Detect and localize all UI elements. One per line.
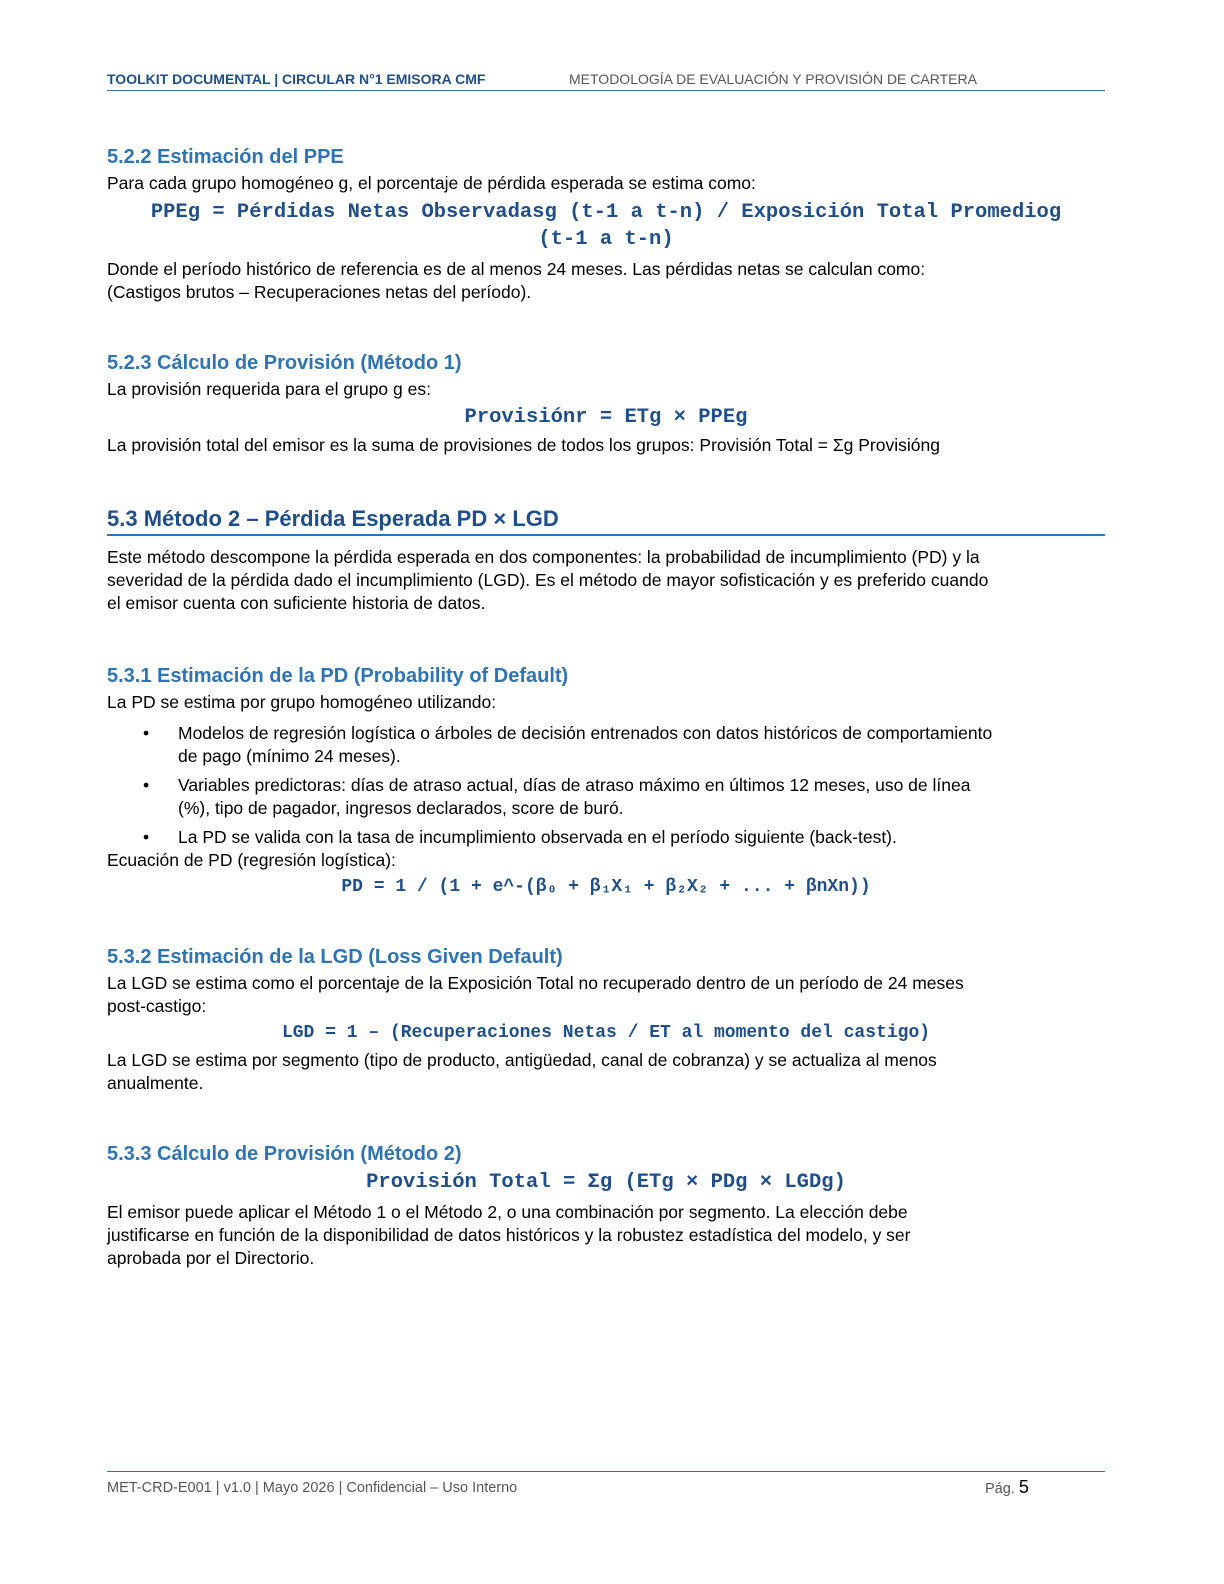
pd-methods-list (107, 722, 1105, 849)
paragraph-5-3-line1: Este método descompone la pérdida esperada en dos componentes: la probabilidad de incumplimiento (PD) y la (107, 547, 980, 567)
paragraph-5-2-2-body-line2: (Castigos brutos – Recuperaciones netas del período). (107, 282, 532, 302)
page-footer (107, 1471, 1105, 1497)
paragraph-pd-equation-label: Ecuación de PD (regresión logística): (107, 850, 396, 870)
page-header (107, 70, 1105, 91)
paragraph-5-3-2-body-line1: La LGD se estima por segmento (tipo de producto, antigüedad, canal de cobranza) y se actualiza al menos (107, 1050, 937, 1070)
list-item-text-line1: Variables predictoras: días de atraso actual, días de atraso máximo en últimos 12 meses, uso de línea (178, 775, 971, 795)
paragraph-5-3-3-body-line1: El emisor puede aplicar el Método 1 o el Método 2, o una combinación por segmento. La elección debe (107, 1202, 908, 1222)
list-item (107, 774, 1105, 820)
paragraph-5-2-3-intro: La provisión requerida para el grupo g es: (107, 379, 431, 399)
paragraph-5-2-2-body-line1: Donde el período histórico de referencia es de al menos 24 meses. Las pérdidas netas se calculan como: (107, 259, 926, 279)
formula-ppe-line2: (t-1 a t-n) (538, 228, 674, 251)
paragraph-5-3-2-body-line2: anualmente. (107, 1073, 204, 1093)
footer-page-number: 5 (1018, 1477, 1029, 1497)
paragraph-5-3-3-body-line3: aprobada por el Directorio. (107, 1248, 315, 1268)
bullet-marker: • (143, 775, 150, 795)
header-doc-title: TOOLKIT DOCUMENTAL | CIRCULAR N°1 EMISORA CMF (107, 71, 486, 87)
list-item-text-line1: Modelos de regresión logística o árboles de decisión entrenados con datos históricos de comportamiento (178, 723, 993, 743)
formula-ppe-line1: PPEg = Pérdidas Netas Observadasg (t-1 a t-n) / Exposición Total Promediog (150, 201, 1062, 224)
footer-page-indicator (985, 1477, 1029, 1498)
heading-5-3-2: 5.3.2 Estimación de la LGD (Loss Given Default) (107, 946, 563, 968)
paragraph-5-3-line2: severidad de la pérdida dado el incumplimiento (LGD). Es el método de mayor sofisticación y es preferido cuando (107, 570, 989, 590)
formula-provision-metodo2: Provisión Total = Σg (ETg × PDg × LGDg) (366, 1171, 846, 1194)
paragraph-5-3-2-intro-line1: La LGD se estima como el porcentaje de la Exposición Total no recuperado dentro de un período de 24 meses (107, 973, 964, 993)
formula-pd: PD = 1 / (1 + e^-(β₀ + β₁X₁ + β₂X₂ + ... + βnXn)) (341, 877, 871, 897)
list-item-text-line2: de pago (mínimo 24 meses). (178, 746, 401, 766)
header-section-title: METODOLOGÍA DE EVALUACIÓN Y PROVISIÓN DE CARTERA (569, 71, 977, 87)
paragraph-5-2-2-intro: Para cada grupo homogéneo g, el porcentaje de pérdida esperada se estima como: (107, 173, 756, 193)
heading-5-3-1: 5.3.1 Estimación de la PD (Probability of Default) (107, 665, 569, 687)
list-item-text-line2: (%), tipo de pagador, ingresos declarados, score de buró. (178, 798, 624, 818)
list-item (107, 722, 1105, 768)
bullet-marker: • (143, 827, 150, 847)
heading-5-2-3: 5.2.3 Cálculo de Provisión (Método 1) (107, 352, 462, 374)
heading-5-3-3: 5.3.3 Cálculo de Provisión (Método 2) (107, 1143, 462, 1165)
formula-provision-metodo1: Provisiónr = ETg × PPEg (464, 406, 748, 429)
footer-doc-info: MET-CRD-E001 | v1.0 | Mayo 2026 | Confidencial – Uso Interno (107, 1480, 518, 1496)
formula-lgd: LGD = 1 – (Recuperaciones Netas / ET al momento del castigo) (281, 1023, 931, 1043)
footer-page-label: Pág. (985, 1481, 1015, 1497)
bullet-marker: • (143, 723, 150, 743)
paragraph-5-3-2-intro-line2: post-castigo: (107, 996, 207, 1016)
heading-5-2-2: 5.2.2 Estimación del PPE (107, 146, 344, 168)
heading-5-3: 5.3 Método 2 – Pérdida Esperada PD × LGD (107, 504, 1105, 536)
page-content (107, 142, 1105, 1270)
paragraph-5-3-1-intro: La PD se estima por grupo homogéneo utilizando: (107, 692, 497, 712)
paragraph-5-3-line3: el emisor cuenta con suficiente historia de datos. (107, 593, 486, 613)
paragraph-5-3-3-body-line2: justificarse en función de la disponibilidad de datos históricos y la robustez estadística del modelo, y ser (107, 1225, 911, 1245)
paragraph-5-2-3-body: La provisión total del emisor es la suma de provisiones de todos los grupos: Provisión Total = Σg Provisióng (107, 435, 940, 455)
list-item-text-line1: La PD se valida con la tasa de incumplimiento observada en el período siguiente (back-test). (178, 827, 897, 847)
list-item (107, 826, 1105, 849)
